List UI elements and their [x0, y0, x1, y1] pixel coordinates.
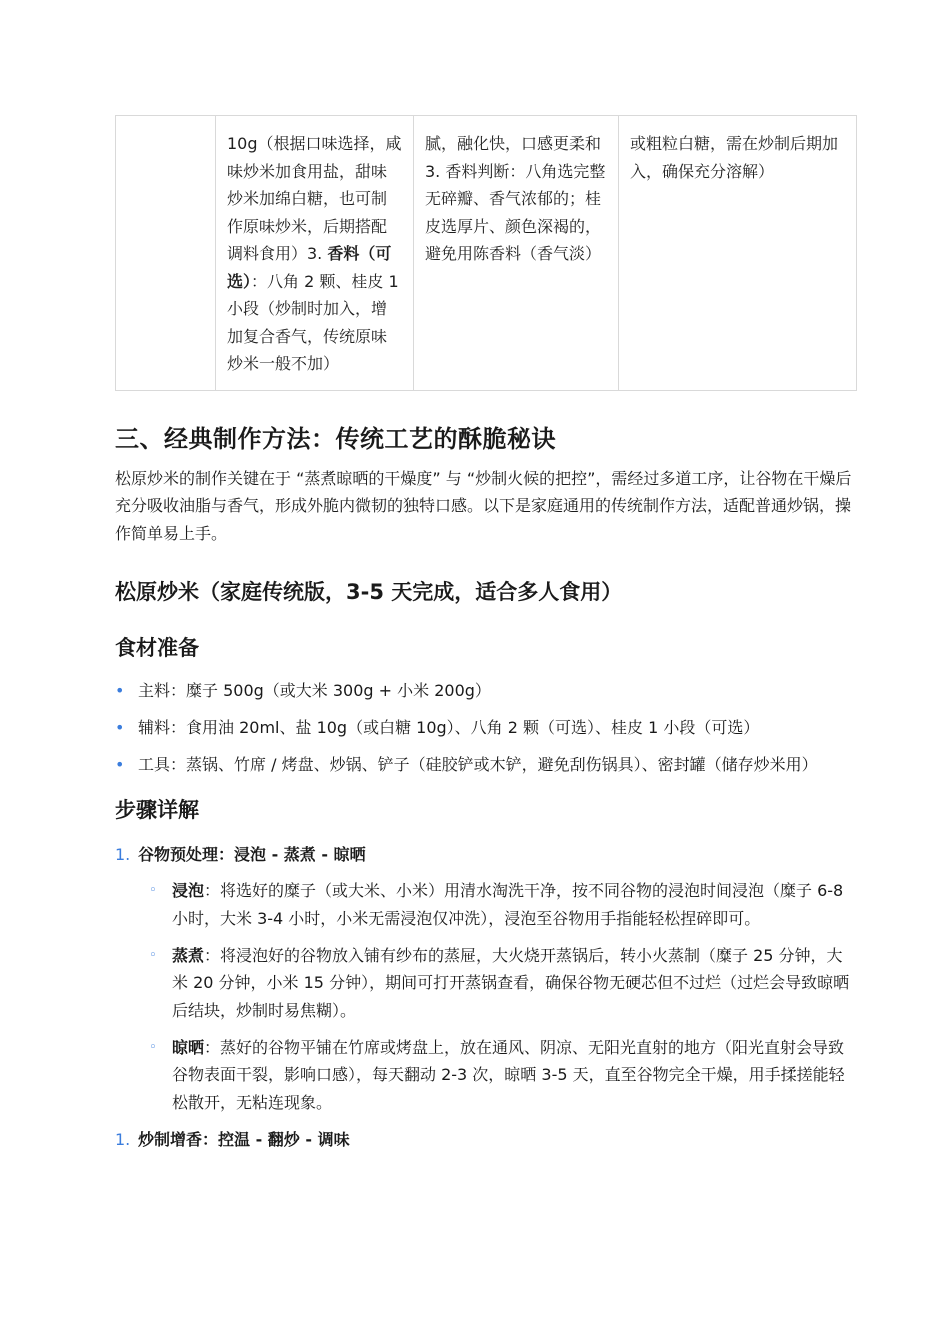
circle-bullet-icon: ◦ [149, 1039, 157, 1055]
table-cell-amount: 10g（根据口味选择，咸味炒米加食用盐，甜味炒米加绵白糖，也可制作原味炒米，后期搭配调料食用）3. 香料（可选）：八角 2 颗、桂皮 1 小段（炒制时加入，增加复合香气，传统原味炒米一般不加） [216, 116, 414, 391]
ingredients-table-fragment [115, 115, 857, 391]
spice-label: 香料（可选） [227, 244, 392, 291]
section-intro: 松原炒米的制作关键在于 “蒸煮晾晒的干燥度” 与 “炒制火候的把控”，需经过多道工序，让谷物在干燥后充分吸收油脂与香气，形成外脆内微韧的独特口感。以下是家庭通用的传统制作方法，适配普通炒锅，操作简单易上手。 [115, 468, 852, 543]
list-item: • 主料：糜子 500g（或大米 300g + 小米 200g） [115, 677, 856, 705]
table-cell-selection: 腻，融化快，口感更柔和 3. 香料判断：八角选完整无碎瓣、香气浓郁的；桂皮选厚片、颜色深褐的，避免用陈香料（香气淡） [414, 116, 619, 391]
circle-bullet-icon: ◦ [149, 883, 157, 898]
bullet-icon: • [115, 681, 125, 700]
step-title: 谷物预处理：浸泡 - 蒸煮 - 晾晒 [138, 844, 366, 864]
bullet-icon: • [115, 755, 125, 774]
document-page [115, 115, 856, 1153]
bullet-icon: • [115, 718, 125, 737]
step-title: 炒制增香：控温 - 翻炒 - 调味 [138, 1129, 350, 1149]
circle-bullet-icon: ◦ [149, 947, 157, 963]
substep-item: ◦ 晾晒：蒸好的谷物平铺在竹席或烤盘上，放在通风、阴凉、无阳光直射的地方（阳光直射会导致谷物表面干裂，影响口感），每天翻动 2-3 次，晾晒 3-5 天，直至谷物完全干燥，用手揉搓能轻松散开，无粘连现象。 [138, 1034, 856, 1117]
step-number: 1. [115, 844, 131, 864]
list-item: • 工具：蒸锅、竹席 / 烤盘、炒锅、铲子（硅胶铲或木铲，避免刮伤锅具）、密封罐（储存炒米用） [115, 751, 856, 779]
substep-item: ◦ 蒸煮：将浸泡好的谷物放入铺有纱布的蒸屉，大火烧开蒸锅后，转小火蒸制（糜子 25 分钟，大米 20 分钟，小米 15 分钟），期间可打开蒸锅查看，确保谷物无硬芯但不过烂（过烂会导致晾晒后结块，炒制时易焦糊）。 [138, 942, 856, 1025]
ingredients-list [115, 677, 856, 779]
substep-list [138, 877, 856, 1116]
table-row [116, 116, 857, 391]
list-item: • 辅料：食用油 20ml、盐 10g（或白糖 10g）、八角 2 颗（可选）、桂皮 1 小段（可选） [115, 714, 856, 742]
step-item [115, 841, 856, 1117]
substep-item: ◦ 浸泡：将选好的糜子（或大米、小米）用清水淘洗干净，按不同谷物的浸泡时间浸泡（糜子 6-8 小时，大米 3-4 小时，小米无需浸泡仅冲洗），浸泡至谷物用手指能轻松捏碎即可。 [138, 877, 856, 932]
table-cell-notes: 或粗粒白糖，需在炒制后期加入，确保充分溶解） [619, 116, 857, 391]
table-cell-category [116, 116, 216, 391]
ingredients-heading: 食材准备 [115, 636, 199, 660]
step-item [115, 1126, 856, 1154]
step-number: 1. [115, 1129, 131, 1149]
steps-list [115, 841, 856, 1154]
steps-heading: 步骤详解 [115, 797, 199, 822]
section-title: 三、经典制作方法：传统工艺的酥脆秘诀 [115, 424, 556, 453]
recipe-title: 松原炒米（家庭传统版，3-5 天完成，适合多人食用） [115, 580, 623, 604]
